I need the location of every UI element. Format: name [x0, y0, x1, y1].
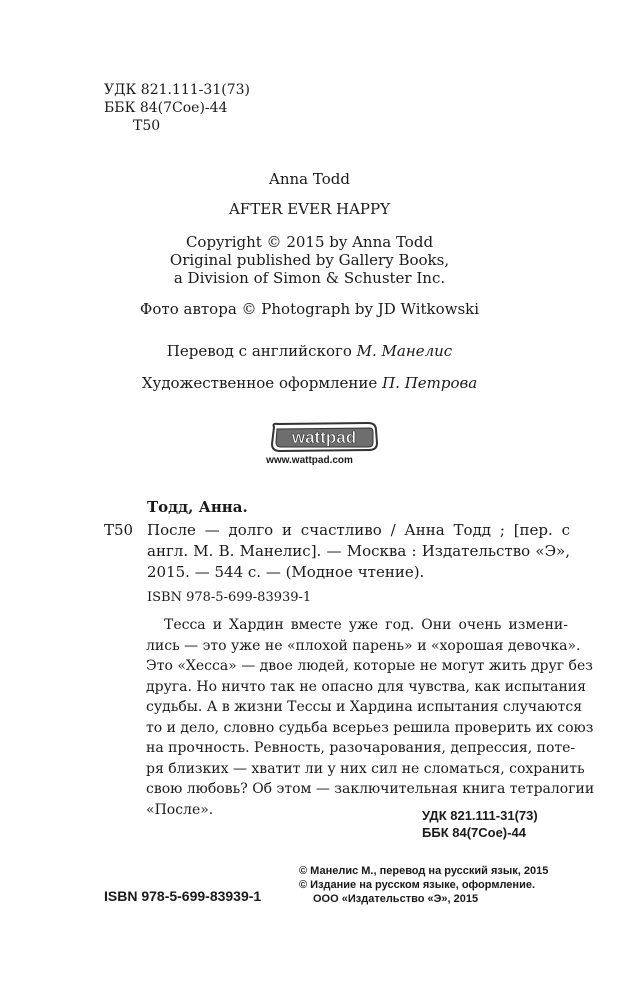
annotation-line: друга. Но ничто так не опасно для чувства, как испытания: [146, 678, 586, 695]
copyright-line: a Division of Simon & Schuster Inc.: [173, 269, 446, 287]
translation-credit: [0, 342, 619, 360]
copyright-line: Copyright © 2015 by Anna Todd: [185, 233, 434, 251]
footer-copyright-line: ООО «Издательство «Э», 2015: [313, 893, 479, 905]
footer-copyright-line: © Манелис М., перевод на русский язык, 2015: [299, 865, 549, 877]
annotation-line: Это «Хесса» — двое людей, которые не могут жить друг без: [146, 658, 593, 674]
photo-credit: Фото автора © Photograph by JD Witkowski: [139, 300, 480, 318]
udk-code-bottom: УДК 821.111-31(73): [422, 808, 538, 823]
annotation-line: ря близких — хватит ли у них сил не сломаться, сохранить: [146, 760, 585, 777]
annotation-line: на прочность. Ревность, разочарования, депрессия, поте-: [146, 740, 576, 756]
annotation-line: лись — это уже не «плохой парень» и «хорошая девочка».: [146, 637, 581, 654]
bbk-code-top: ББК 84(7Сое)-44: [104, 100, 228, 116]
original-title: AFTER EVER HAPPY: [228, 200, 391, 218]
catalog-entry-line: англ. М. В. Манелис]. — Москва : Издательство «Э»,: [147, 542, 570, 560]
author-mark-top: Т50: [133, 118, 161, 134]
catalog-author-mark: Т50: [104, 521, 134, 539]
wattpad-logo-text: wattpad: [291, 428, 357, 447]
annotation-line: судьбы. А в жизни Тессы и Хардина испытания случаются: [146, 699, 583, 715]
annotation-line: то и дело, словно судьба всерьез решила проверить их союз: [146, 719, 594, 736]
annotation-line: «После».: [146, 801, 214, 818]
annotation-line: Тесса и Хардин вместе уже год. Они очень измени-: [164, 617, 568, 633]
designer-name: П. Петрова: [382, 374, 478, 392]
copyright-line: Original published by Gallery Books,: [169, 251, 450, 269]
catalog-entry-line: После — долго и счастливо / Анна Тодд ; [пер. с: [147, 521, 570, 539]
catalog-heading: Тодд, Анна.: [147, 498, 248, 516]
wattpad-logo: [268, 421, 380, 453]
wattpad-url: www.wattpad.com: [266, 455, 353, 466]
bbk-code-bottom: ББК 84(7Сое)-44: [422, 825, 526, 840]
translator-name: М. Манелис: [356, 342, 453, 360]
udk-code-top: УДК 821.111-31(73): [104, 82, 250, 98]
translation-label: Перевод с английского: [166, 342, 357, 360]
annotation: [146, 615, 595, 820]
catalog-entry-line: 2015. — 544 с. — (Модное чтение).: [147, 563, 425, 581]
design-label: Художественное оформление: [141, 374, 383, 392]
footer-copyright-line: © Издание на русском языке, оформление.: [299, 879, 536, 891]
annotation-line: свою любовь? Об этом — заключительная книга тетралогии: [146, 781, 595, 797]
original-author: Anna Todd: [269, 170, 350, 188]
footer-isbn: ISBN 978-5-699-83939-1: [104, 888, 262, 904]
design-credit: [0, 374, 619, 392]
catalog-isbn: ISBN 978-5-699-83939-1: [147, 590, 312, 605]
